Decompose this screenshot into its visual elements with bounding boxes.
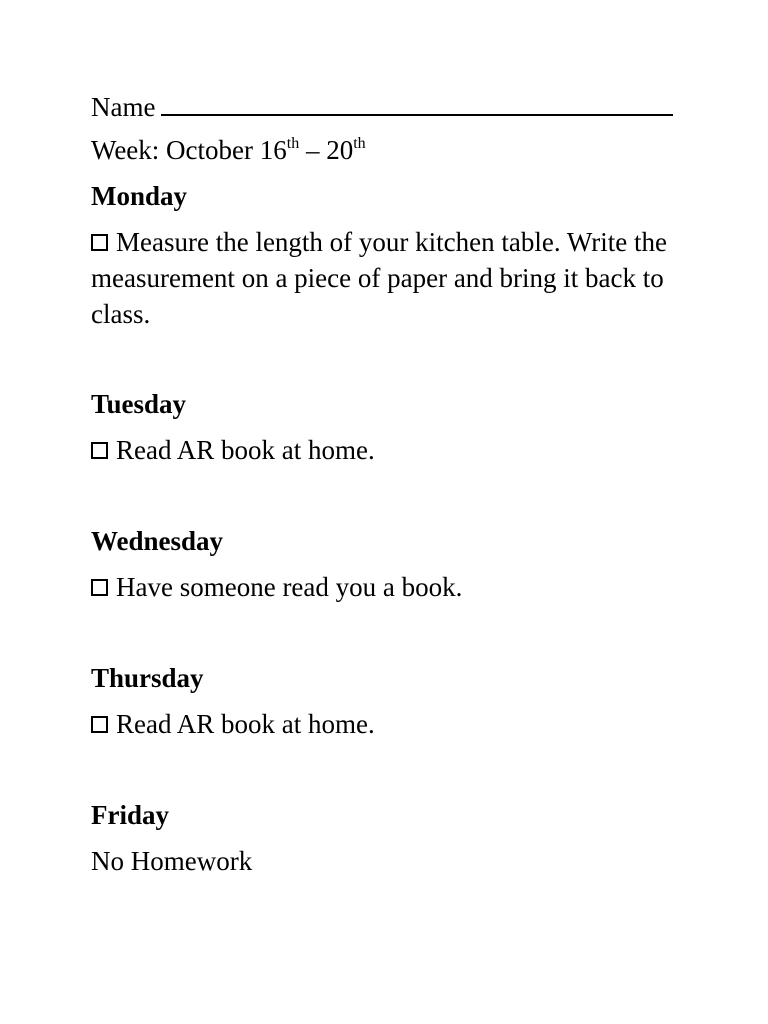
week-start-suffix: th [286, 135, 300, 152]
checkbox-icon[interactable] [91, 442, 108, 459]
name-label: Name [91, 92, 156, 122]
spacer [91, 468, 711, 523]
checkbox-icon[interactable] [91, 579, 108, 596]
task-monday [91, 224, 711, 332]
task-friday [91, 843, 711, 879]
task-text-friday: No Homework [91, 846, 253, 876]
task-text-wednesday: Have someone read you a book. [116, 572, 463, 602]
day-heading-thursday: Thursday [91, 663, 204, 693]
checkbox-icon[interactable] [91, 716, 108, 733]
checkbox-icon[interactable] [91, 234, 108, 251]
task-text-monday: Measure the length of your kitchen table. Write the measurement on a piece of paper and bring it back to class. [91, 227, 667, 329]
week-label: Week: October 16 [91, 135, 287, 165]
task-text-tuesday: Read AR book at home. [116, 435, 375, 465]
day-heading-monday: Monday [91, 181, 188, 211]
spacer [91, 605, 711, 660]
day-heading-wednesday: Wednesday [91, 526, 224, 556]
task-wednesday [91, 569, 711, 605]
week-end-suffix: th [353, 135, 366, 152]
spacer [91, 742, 711, 797]
homework-sheet [91, 88, 711, 879]
day-heading-friday: Friday [91, 800, 169, 830]
task-text-thursday: Read AR book at home. [116, 709, 375, 739]
name-row [91, 88, 711, 132]
spacer [91, 332, 711, 386]
week-row [91, 132, 711, 178]
day-heading-tuesday: Tuesday [91, 389, 187, 419]
task-tuesday [91, 432, 711, 468]
name-blank-line [161, 88, 673, 116]
week-range-separator: – 20 [299, 135, 354, 165]
task-thursday [91, 706, 711, 742]
